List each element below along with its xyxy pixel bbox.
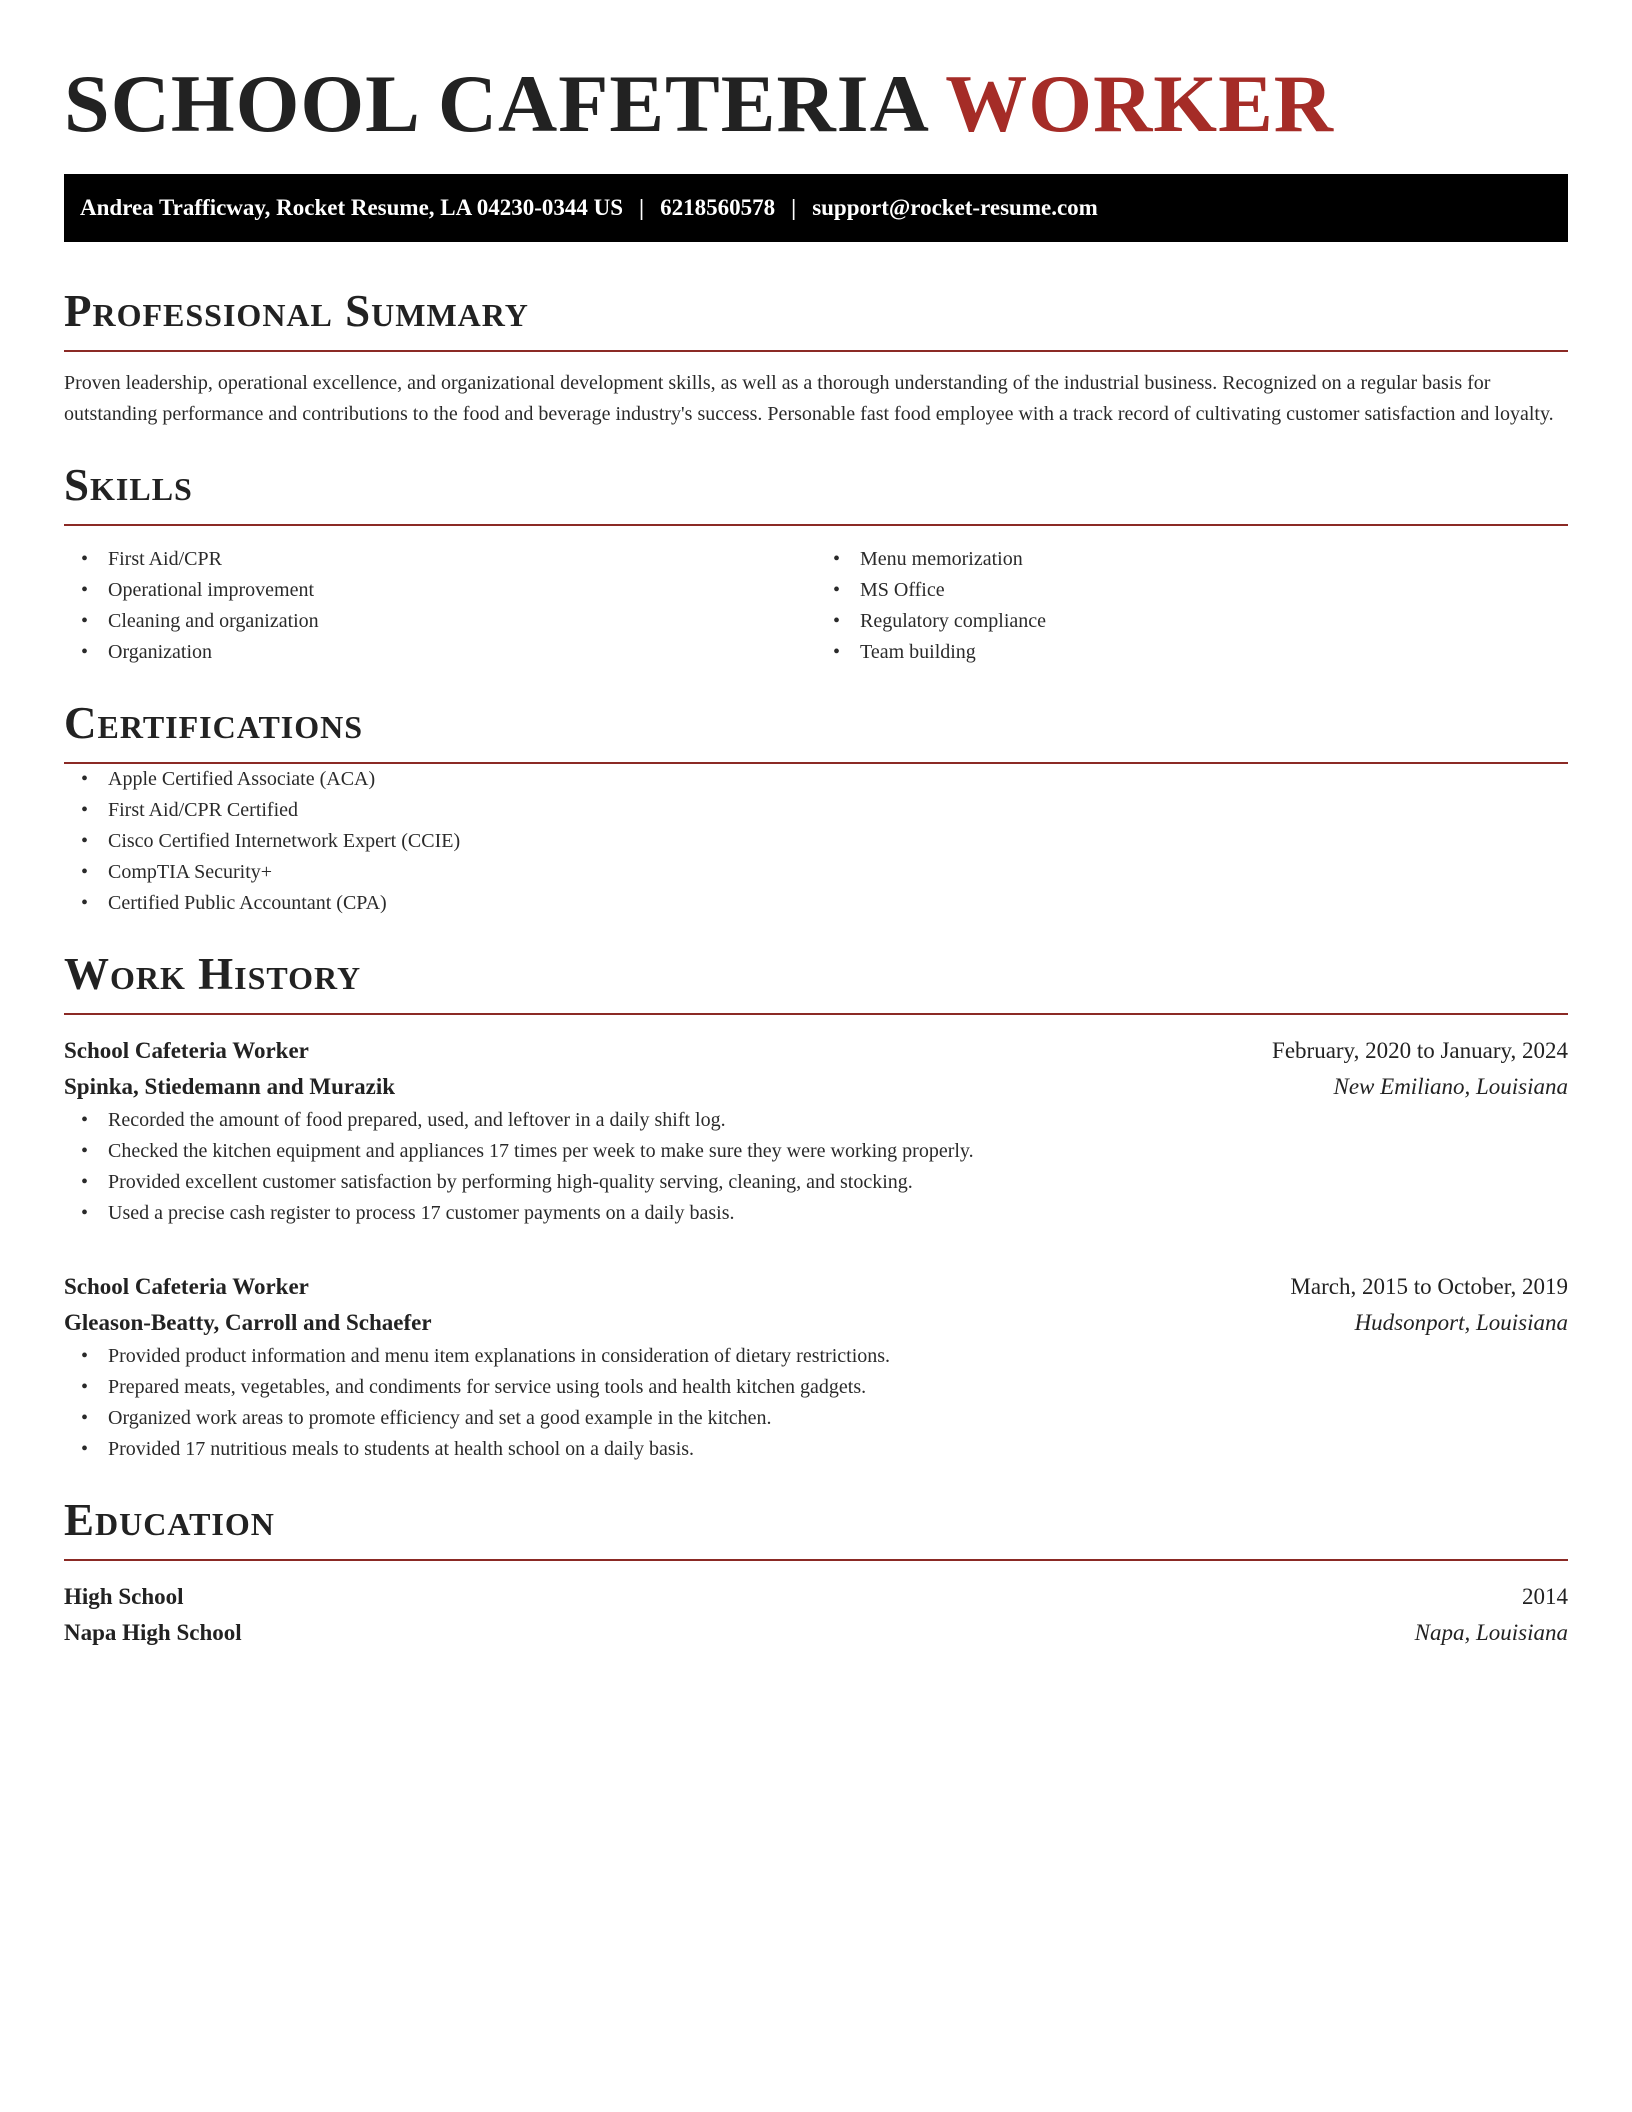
skill-item: • Team building	[816, 637, 1568, 668]
section-heading-work-history: Work History	[64, 949, 1568, 1015]
job-duty-item: • Recorded the amount of food prepared, used, and leftover in a daily shift log.	[64, 1105, 1568, 1136]
education-entry	[64, 1579, 1568, 1651]
contact-separator: |	[791, 195, 797, 220]
certifications-section	[64, 698, 1568, 919]
job-duty-item: • Used a precise cash register to process 17 customer payments on a daily basis.	[64, 1198, 1568, 1229]
skill-item: • MS Office	[816, 575, 1568, 606]
job-duty-item: • Checked the kitchen equipment and appliances 17 times per week to make sure they were working properly.	[64, 1136, 1568, 1167]
summary-text: Proven leadership, operational excellence, and organizational development skills, as well as a thorough understanding of the industrial business. Recognized on a regular basis for outstanding performance and contributions to the food and beverage industry's success. Personable fast food employee with a track record of cultivating customer satisfaction and loyalty.	[64, 372, 1554, 425]
skill-item: • Operational improvement	[64, 575, 816, 606]
contact-address: Andrea Trafficway, Rocket Resume, LA 04230-0344 US	[80, 195, 624, 220]
job-dates: March, 2015 to October, 2019	[1290, 1274, 1568, 1299]
job-duty-item: • Provided 17 nutritious meals to students at health school on a daily basis.	[64, 1434, 1568, 1465]
section-heading-skills: Skills	[64, 460, 1568, 526]
title-main: SCHOOL CAFETERIA	[64, 58, 946, 149]
section-heading-certifications: Certifications	[64, 698, 1568, 764]
certification-item: • Cisco Certified Internetwork Expert (CCIE)	[64, 826, 1568, 857]
skills-list-right	[816, 544, 1568, 668]
job-duty-item: • Provided product information and menu item explanations in consideration of dietary restrictions.	[64, 1341, 1568, 1372]
job-title: School Cafeteria Worker	[64, 1038, 309, 1063]
job-company: Gleason-Beatty, Carroll and Schaefer	[64, 1310, 432, 1335]
summary-section	[64, 286, 1568, 430]
job-entry	[64, 1033, 1568, 1229]
title-accent: WORKER	[945, 58, 1334, 149]
section-heading-education: Education	[64, 1495, 1568, 1561]
certification-item: • First Aid/CPR Certified	[64, 795, 1568, 826]
job-location: Hudsonport, Louisiana	[1354, 1310, 1568, 1335]
resume-title	[64, 56, 1568, 152]
education-degree: High School	[64, 1584, 184, 1609]
job-duty-item: • Organized work areas to promote efficiency and set a good example in the kitchen.	[64, 1403, 1568, 1434]
contact-separator: |	[639, 195, 645, 220]
skills-list-left	[64, 544, 816, 668]
job-duty-item: • Prepared meats, vegetables, and condiments for service using tools and health kitchen gadgets.	[64, 1372, 1568, 1403]
certifications-list	[64, 764, 1568, 919]
job-location: New Emiliano, Louisiana	[1333, 1074, 1568, 1099]
job-company: Spinka, Stiedemann and Murazik	[64, 1074, 396, 1099]
skills-column-right	[816, 544, 1568, 668]
skills-section	[64, 460, 1568, 668]
job-duty-item: • Provided excellent customer satisfaction by performing high-quality serving, cleaning, and stocking.	[64, 1167, 1568, 1198]
job-dates: February, 2020 to January, 2024	[1272, 1038, 1568, 1063]
skills-column-left	[64, 544, 816, 668]
job-header-row	[64, 1269, 1568, 1305]
contact-bar	[64, 174, 1568, 242]
job-company-row	[64, 1069, 1568, 1105]
contact-email: support@rocket-resume.com	[812, 195, 1098, 220]
job-duties-list	[64, 1341, 1568, 1465]
job-company-row	[64, 1305, 1568, 1341]
job-entry	[64, 1269, 1568, 1465]
skill-item: • First Aid/CPR	[64, 544, 816, 575]
certification-item: • Apple Certified Associate (ACA)	[64, 764, 1568, 795]
certification-item: • CompTIA Security+	[64, 857, 1568, 888]
education-header-row	[64, 1579, 1568, 1615]
skill-item: • Menu memorization	[816, 544, 1568, 575]
job-header-row	[64, 1033, 1568, 1069]
education-year: 2014	[1522, 1584, 1568, 1609]
work-history-section	[64, 949, 1568, 1465]
education-school: Napa High School	[64, 1620, 242, 1645]
education-section	[64, 1495, 1568, 1651]
skills-grid	[64, 544, 1568, 668]
section-heading-summary: Professional Summary	[64, 286, 1568, 352]
contact-phone: 6218560578	[660, 195, 776, 220]
job-duties-list	[64, 1105, 1568, 1229]
job-title: School Cafeteria Worker	[64, 1274, 309, 1299]
skill-item: • Organization	[64, 637, 816, 668]
skill-item: • Regulatory compliance	[816, 606, 1568, 637]
certification-item: • Certified Public Accountant (CPA)	[64, 888, 1568, 919]
education-school-row	[64, 1615, 1568, 1651]
skill-item: • Cleaning and organization	[64, 606, 816, 637]
education-location: Napa, Louisiana	[1414, 1620, 1568, 1645]
